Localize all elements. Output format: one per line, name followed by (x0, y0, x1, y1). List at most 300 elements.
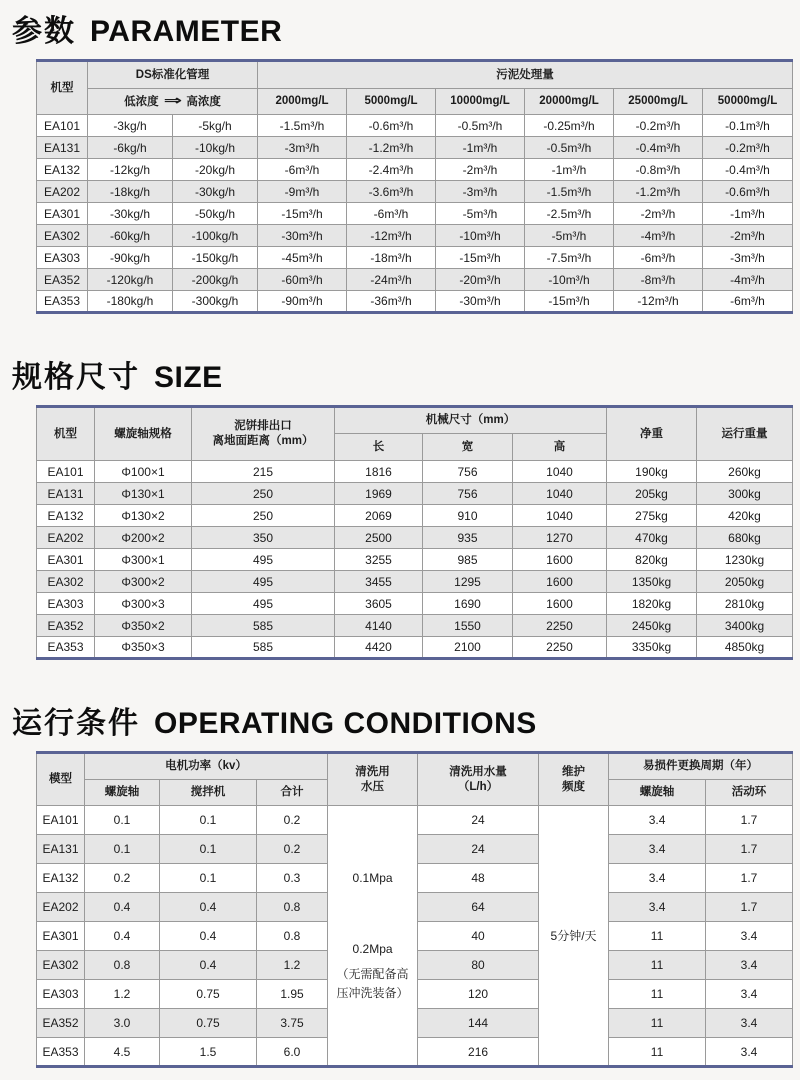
model-cell: EA101 (37, 461, 95, 483)
value-cell: 1.2 (85, 980, 160, 1009)
value-cell: -3m³/h (258, 137, 347, 159)
value-cell: -15m³/h (525, 291, 614, 313)
model-cell: EA202 (37, 181, 88, 203)
value-cell: -10m³/h (525, 269, 614, 291)
mixer-column-header: 搅拌机 (160, 780, 257, 806)
operating-section (0, 698, 800, 1068)
operating-table (36, 751, 793, 1068)
wash-pressure-header (328, 753, 418, 806)
value-cell: -1.2m³/h (347, 137, 436, 159)
value-cell: -18m³/h (347, 247, 436, 269)
value-cell: -6m³/h (258, 159, 347, 181)
value-cell: 4140 (335, 615, 423, 637)
model-cell: EA303 (37, 247, 88, 269)
model-column-header: 模型 (37, 753, 85, 806)
value-cell: 420kg (697, 505, 793, 527)
value-cell: -90kg/h (88, 247, 173, 269)
value-cell: 1230kg (697, 549, 793, 571)
value-cell: 3.4 (706, 980, 793, 1009)
value-cell: 250 (192, 483, 335, 505)
model-cell: EA301 (37, 922, 85, 951)
value-cell: 1820kg (607, 593, 697, 615)
wash-pressure-line2: 水压 (361, 780, 385, 793)
value-cell: -180kg/h (88, 291, 173, 313)
high-concentration-label: 高浓度 (186, 96, 221, 108)
value-cell: Φ350×2 (95, 615, 192, 637)
value-cell: -4m³/h (703, 269, 793, 291)
value-cell: 120 (418, 980, 539, 1009)
value-cell: -15m³/h (258, 203, 347, 225)
model-cell: EA352 (37, 269, 88, 291)
outlet-height-line1: 泥饼排出口 (234, 420, 292, 432)
maintenance-frequency-cell: 5分钟/天 (539, 806, 609, 1067)
wash-water-volume-line1: 清洗用水量 (449, 765, 507, 778)
value-cell: 680kg (697, 527, 793, 549)
value-cell: -0.5m³/h (525, 137, 614, 159)
model-cell: EA131 (37, 483, 95, 505)
model-cell: EA101 (37, 806, 85, 835)
value-cell: 1.5 (160, 1038, 257, 1067)
operating-section-title (12, 698, 800, 742)
value-cell: -150kg/h (173, 247, 258, 269)
value-cell: 2500 (335, 527, 423, 549)
header-row (37, 753, 793, 780)
model-cell: EA352 (37, 1009, 85, 1038)
value-cell: 4850kg (697, 637, 793, 659)
table-row (37, 637, 793, 659)
table-row (37, 159, 793, 181)
value-cell: 1.7 (706, 806, 793, 835)
value-cell: -200kg/h (173, 269, 258, 291)
value-cell: -0.4m³/h (614, 137, 703, 159)
motor-power-header: 电机功率（kv） (85, 753, 328, 780)
value-cell: 1.7 (706, 864, 793, 893)
value-cell: 3.4 (706, 1009, 793, 1038)
size-section (0, 352, 800, 660)
moving-ring-column-header: 活动环 (706, 780, 793, 806)
table-row (37, 291, 793, 313)
value-cell: 190kg (607, 461, 697, 483)
wash-water-volume-line2: （L/h） (457, 780, 499, 793)
value-cell: 2069 (335, 505, 423, 527)
table-row (37, 115, 793, 137)
wear-parts-cycle-header: 易损件更换周期（年） (609, 753, 793, 780)
value-cell: 48 (418, 864, 539, 893)
value-cell: 2100 (423, 637, 513, 659)
wash-water-pressure-cell: 0.1Mpa 0.2Mpa （无需配备高 压冲洗装备） (328, 806, 418, 1067)
model-cell: EA301 (37, 549, 95, 571)
value-cell: 1600 (513, 571, 607, 593)
value-cell: 24 (418, 806, 539, 835)
value-cell: 0.2 (257, 806, 328, 835)
value-cell: 205kg (607, 483, 697, 505)
value-cell: -30kg/h (173, 181, 258, 203)
value-cell: 0.1 (85, 806, 160, 835)
value-cell: Φ300×3 (95, 593, 192, 615)
net-weight-header: 净重 (607, 407, 697, 461)
right-arrow-icon: ⇒ (163, 92, 182, 108)
model-cell: EA352 (37, 615, 95, 637)
value-cell: -0.6m³/h (347, 115, 436, 137)
value-cell: 1.7 (706, 893, 793, 922)
value-cell: -20m³/h (436, 269, 525, 291)
operating-table-head (37, 753, 793, 806)
value-cell: -7.5m³/h (525, 247, 614, 269)
concentration-range-header (88, 89, 258, 115)
value-cell: -90m³/h (258, 291, 347, 313)
outlet-height-line2: 离地面距离（mm） (212, 435, 314, 447)
length-column-header: 长 (335, 434, 423, 461)
value-cell: -3.6m³/h (347, 181, 436, 203)
value-cell: -50kg/h (173, 203, 258, 225)
value-cell: 2450kg (607, 615, 697, 637)
sludge-capacity-header: 污泥处理量 (258, 61, 793, 89)
value-cell: 585 (192, 615, 335, 637)
table-row (37, 137, 793, 159)
ds-management-header: DS标准化管理 (88, 61, 258, 89)
parameter-title-zh: 参数 (12, 15, 76, 48)
value-cell: 1600 (513, 593, 607, 615)
maintenance-frequency-line2: 频度 (562, 780, 586, 793)
table-row (37, 247, 793, 269)
concentration-column-header: 20000mg/L (525, 89, 614, 115)
size-table (36, 405, 793, 660)
value-cell: 1040 (513, 505, 607, 527)
value-cell: 11 (609, 922, 706, 951)
value-cell: 1350kg (607, 571, 697, 593)
value-cell: 585 (192, 637, 335, 659)
concentration-column-header: 5000mg/L (347, 89, 436, 115)
value-cell: -3m³/h (436, 181, 525, 203)
model-cell: EA353 (37, 1038, 85, 1067)
value-cell: Φ300×2 (95, 571, 192, 593)
value-cell: 495 (192, 593, 335, 615)
value-cell: 260kg (697, 461, 793, 483)
value-cell: 3605 (335, 593, 423, 615)
value-cell: -6m³/h (703, 291, 793, 313)
value-cell: 3.4 (609, 835, 706, 864)
concentration-column-header: 2000mg/L (258, 89, 347, 115)
value-cell: 470kg (607, 527, 697, 549)
value-cell: 4.5 (85, 1038, 160, 1067)
value-cell: -1m³/h (436, 137, 525, 159)
model-cell: EA302 (37, 225, 88, 247)
model-cell: EA131 (37, 835, 85, 864)
value-cell: 1.7 (706, 835, 793, 864)
value-cell: -24m³/h (347, 269, 436, 291)
value-cell: 80 (418, 951, 539, 980)
value-cell: 756 (423, 461, 513, 483)
size-table-body (37, 461, 793, 659)
maintenance-frequency-header (539, 753, 609, 806)
value-cell: -6m³/h (347, 203, 436, 225)
maintenance-frequency-line1: 维护 (562, 765, 586, 778)
value-cell: 3.0 (85, 1009, 160, 1038)
value-cell: -300kg/h (173, 291, 258, 313)
model-column-header: 机型 (37, 61, 88, 115)
value-cell: 1040 (513, 461, 607, 483)
value-cell: -18kg/h (88, 181, 173, 203)
value-cell: 3455 (335, 571, 423, 593)
model-cell: EA132 (37, 864, 85, 893)
table-row (37, 505, 793, 527)
table-row (37, 806, 793, 835)
value-cell: 3400kg (697, 615, 793, 637)
value-cell: 0.4 (85, 893, 160, 922)
value-cell: -20kg/h (173, 159, 258, 181)
screw-spec-header: 螺旋轴规格 (95, 407, 192, 461)
height-column-header: 高 (513, 434, 607, 461)
value-cell: Φ130×2 (95, 505, 192, 527)
value-cell: 2250 (513, 637, 607, 659)
value-cell: 0.1 (160, 806, 257, 835)
total-column-header: 合计 (257, 780, 328, 806)
value-cell: -6kg/h (88, 137, 173, 159)
value-cell: 216 (418, 1038, 539, 1067)
operating-table-body (37, 806, 793, 1067)
concentration-column-header: 50000mg/L (703, 89, 793, 115)
value-cell: 1040 (513, 483, 607, 505)
value-cell: 0.4 (160, 893, 257, 922)
value-cell: Φ200×2 (95, 527, 192, 549)
model-cell: EA132 (37, 505, 95, 527)
value-cell: -8m³/h (614, 269, 703, 291)
value-cell: -10m³/h (436, 225, 525, 247)
screw-shaft-column-header: 螺旋轴 (85, 780, 160, 806)
value-cell: 3255 (335, 549, 423, 571)
value-cell: -1.5m³/h (525, 181, 614, 203)
operating-title-zh: 运行条件 (12, 707, 140, 740)
value-cell: -5kg/h (173, 115, 258, 137)
value-cell: 64 (418, 893, 539, 922)
value-cell: 756 (423, 483, 513, 505)
model-cell: EA353 (37, 637, 95, 659)
table-row (37, 461, 793, 483)
parameter-section (0, 6, 800, 314)
model-cell: EA302 (37, 571, 95, 593)
value-cell: 1816 (335, 461, 423, 483)
width-column-header: 宽 (423, 434, 513, 461)
model-cell: EA353 (37, 291, 88, 313)
value-cell: -12kg/h (88, 159, 173, 181)
value-cell: 11 (609, 951, 706, 980)
value-cell: 495 (192, 549, 335, 571)
value-cell: 2050kg (697, 571, 793, 593)
model-cell: EA301 (37, 203, 88, 225)
value-cell: -0.8m³/h (614, 159, 703, 181)
value-cell: 250 (192, 505, 335, 527)
table-row (37, 571, 793, 593)
value-cell: -3m³/h (703, 247, 793, 269)
size-table-head (37, 407, 793, 461)
value-cell: -0.2m³/h (614, 115, 703, 137)
value-cell: -1m³/h (525, 159, 614, 181)
value-cell: 2810kg (697, 593, 793, 615)
value-cell: -15m³/h (436, 247, 525, 269)
value-cell: -0.4m³/h (703, 159, 793, 181)
value-cell: -0.1m³/h (703, 115, 793, 137)
wash-water-volume-header (418, 753, 539, 806)
table-row (37, 225, 793, 247)
value-cell: 0.75 (160, 980, 257, 1009)
value-cell: 0.4 (85, 922, 160, 951)
table-row (37, 269, 793, 291)
value-cell: -2m³/h (436, 159, 525, 181)
value-cell: -1m³/h (703, 203, 793, 225)
value-cell: -2.5m³/h (525, 203, 614, 225)
value-cell: -12m³/h (347, 225, 436, 247)
value-cell: -6m³/h (614, 247, 703, 269)
value-cell: 3.4 (706, 1038, 793, 1067)
value-cell: -120kg/h (88, 269, 173, 291)
parameter-title-en: PARAMETER (90, 15, 283, 48)
value-cell: -1.2m³/h (614, 181, 703, 203)
table-row (37, 527, 793, 549)
value-cell: -4m³/h (614, 225, 703, 247)
value-cell: -0.6m³/h (703, 181, 793, 203)
model-cell: EA202 (37, 527, 95, 549)
model-cell: EA303 (37, 593, 95, 615)
value-cell: 0.2 (257, 835, 328, 864)
value-cell: 0.8 (85, 951, 160, 980)
value-cell: -36m³/h (347, 291, 436, 313)
value-cell: 24 (418, 835, 539, 864)
table-row (37, 203, 793, 225)
size-title-en: SIZE (154, 361, 223, 394)
value-cell: -30m³/h (258, 225, 347, 247)
value-cell: 3.75 (257, 1009, 328, 1038)
value-cell: -0.5m³/h (436, 115, 525, 137)
value-cell: 0.1 (85, 835, 160, 864)
value-cell: -3kg/h (88, 115, 173, 137)
value-cell: 0.8 (257, 893, 328, 922)
value-cell: Φ100×1 (95, 461, 192, 483)
header-row (37, 61, 793, 89)
value-cell: 985 (423, 549, 513, 571)
value-cell: 1690 (423, 593, 513, 615)
parameter-section-title (12, 6, 800, 50)
value-cell: Φ300×1 (95, 549, 192, 571)
table-row (37, 615, 793, 637)
value-cell: -12m³/h (614, 291, 703, 313)
value-cell: 3.4 (706, 922, 793, 951)
value-cell: -45m³/h (258, 247, 347, 269)
value-cell: 0.75 (160, 1009, 257, 1038)
machine-dimensions-header: 机械尺寸（mm） (335, 407, 607, 434)
value-cell: 3.4 (609, 893, 706, 922)
value-cell: 2250 (513, 615, 607, 637)
value-cell: 0.3 (257, 864, 328, 893)
model-cell: EA131 (37, 137, 88, 159)
value-cell: 0.1 (160, 864, 257, 893)
model-cell: EA303 (37, 980, 85, 1009)
value-cell: -5m³/h (525, 225, 614, 247)
value-cell: 11 (609, 980, 706, 1009)
concentration-column-header: 25000mg/L (614, 89, 703, 115)
value-cell: 3.4 (609, 864, 706, 893)
header-row (37, 89, 793, 115)
table-row (37, 593, 793, 615)
value-cell: 1.2 (257, 951, 328, 980)
value-cell: -2m³/h (703, 225, 793, 247)
value-cell: 275kg (607, 505, 697, 527)
value-cell: 495 (192, 571, 335, 593)
value-cell: 820kg (607, 549, 697, 571)
wear-screw-column-header: 螺旋轴 (609, 780, 706, 806)
value-cell: 3350kg (607, 637, 697, 659)
table-row (37, 549, 793, 571)
value-cell: -9m³/h (258, 181, 347, 203)
parameter-table-body (37, 115, 793, 313)
value-cell: 0.2 (85, 864, 160, 893)
value-cell: 0.1 (160, 835, 257, 864)
value-cell: Φ130×1 (95, 483, 192, 505)
value-cell: 1969 (335, 483, 423, 505)
concentration-column-header: 10000mg/L (436, 89, 525, 115)
value-cell: 3.4 (706, 951, 793, 980)
value-cell: 11 (609, 1009, 706, 1038)
size-title-zh: 规格尺寸 (12, 361, 140, 394)
wash-pressure-line1: 清洗用 (355, 765, 390, 778)
value-cell: -0.25m³/h (525, 115, 614, 137)
value-cell: 11 (609, 1038, 706, 1067)
parameter-table (36, 59, 793, 314)
value-cell: 1550 (423, 615, 513, 637)
value-cell: -100kg/h (173, 225, 258, 247)
operating-title-en: OPERATING CONDITIONS (154, 707, 537, 740)
value-cell: 1270 (513, 527, 607, 549)
value-cell: 935 (423, 527, 513, 549)
value-cell: 1.95 (257, 980, 328, 1009)
value-cell: 144 (418, 1009, 539, 1038)
value-cell: -1.5m³/h (258, 115, 347, 137)
value-cell: -2.4m³/h (347, 159, 436, 181)
outlet-height-header (192, 407, 335, 461)
value-cell: -60m³/h (258, 269, 347, 291)
value-cell: -60kg/h (88, 225, 173, 247)
value-cell: 40 (418, 922, 539, 951)
value-cell: -30kg/h (88, 203, 173, 225)
table-row (37, 483, 793, 505)
value-cell: -0.2m³/h (703, 137, 793, 159)
value-cell: 0.4 (160, 922, 257, 951)
low-concentration-label: 低浓度 (124, 96, 159, 108)
value-cell: 215 (192, 461, 335, 483)
value-cell: 4420 (335, 637, 423, 659)
model-column-header: 机型 (37, 407, 95, 461)
value-cell: -30m³/h (436, 291, 525, 313)
value-cell: 350 (192, 527, 335, 549)
value-cell: Φ350×3 (95, 637, 192, 659)
value-cell: 1295 (423, 571, 513, 593)
value-cell: 0.8 (257, 922, 328, 951)
value-cell: -5m³/h (436, 203, 525, 225)
value-cell: 300kg (697, 483, 793, 505)
model-cell: EA101 (37, 115, 88, 137)
value-cell: 3.4 (609, 806, 706, 835)
model-cell: EA202 (37, 893, 85, 922)
value-cell: 6.0 (257, 1038, 328, 1067)
value-cell: 0.4 (160, 951, 257, 980)
header-row (37, 407, 793, 434)
value-cell: -2m³/h (614, 203, 703, 225)
model-cell: EA302 (37, 951, 85, 980)
model-cell: EA132 (37, 159, 88, 181)
parameter-table-head (37, 61, 793, 115)
value-cell: -10kg/h (173, 137, 258, 159)
value-cell: 910 (423, 505, 513, 527)
size-section-title (12, 352, 800, 396)
